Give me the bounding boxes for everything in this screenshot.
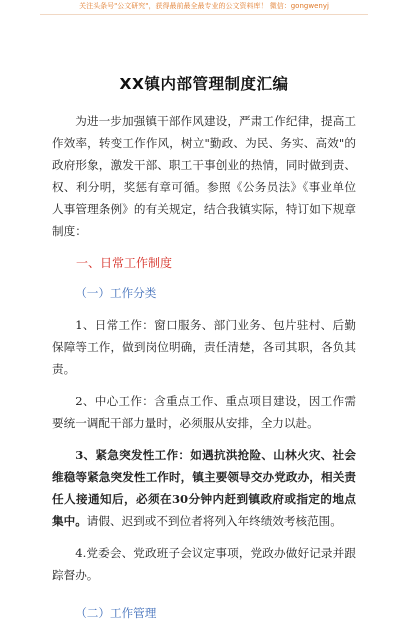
item-central-work: 2、中心工作：含重点工作、重点项目建设，因工作需要统一调配干部力量时，必须服从安排，全力以赴。 bbox=[52, 394, 356, 430]
document-title: XX镇内部管理制度汇编 bbox=[119, 75, 289, 93]
banner-divider bbox=[40, 14, 368, 15]
top-banner: 关注头条号"公文研究"，获得最前最全最专业的公文资料库！ 微信：gongwenyj bbox=[79, 2, 329, 10]
subheading-work-management: （二）工作管理 bbox=[75, 606, 157, 620]
section-heading-daily-work: 一、日常工作制度 bbox=[76, 256, 173, 270]
item-emergency-work bbox=[52, 444, 356, 532]
item-emergency-work-rest: 请假、迟到或不到位者将列入年终绩效考核范围。 bbox=[86, 514, 342, 528]
document-page bbox=[52, 72, 356, 624]
subheading-work-classification: （一）工作分类 bbox=[75, 286, 157, 300]
intro-paragraph: 为进一步加强镇干部作风建设，严肃工作纪律，提高工作效率，转变工作作风，树立"勤政、为民、务实、高效"的政府形象，激发干部、职工干事创业的热情，同时做到责、权、利分明，奖惩有章可循。参照《公务员法》《事业单位人事管理条例》的有关规定，结合我镇实际，特订如下规章制度： bbox=[52, 114, 356, 238]
item-emergency-work-bold: 3、紧急突发性工作：如遇抗洪抢险、山林火灾、社会维稳等紧急突发性工作时，镇主要领导交办党政办，相关责任人接通知后，必须在30分钟内赶到镇政府或指定的地点集中。 bbox=[52, 448, 356, 528]
item-party-meeting: 4.党委会、党政班子会议定事项，党政办做好记录并跟踪督办。 bbox=[52, 546, 356, 582]
item-daily-work: 1、日常工作：窗口服务、部门业务、包片驻村、后勤保障等工作，做到岗位明确，责任清楚，各司其职，各负其责。 bbox=[52, 318, 356, 376]
